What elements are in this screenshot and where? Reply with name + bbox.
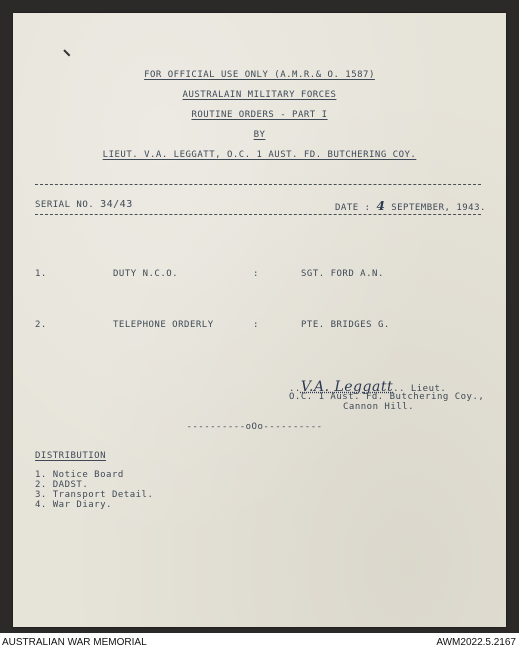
archive-footer — [0, 633, 519, 653]
force-title: AUSTRALAIN MILITARY FORCES — [182, 90, 337, 100]
order-name: PTE. BRIDGES G. — [301, 320, 390, 330]
signature-location: Cannon Hill. — [343, 402, 415, 412]
order-number: 2. — [35, 320, 47, 330]
divider-serial — [35, 214, 481, 215]
signature-unit: O.C. 1 Aust. Fd. Butchering Coy., — [289, 392, 485, 402]
serial-number — [35, 199, 133, 210]
footer-institution: AUSTRALIAN WAR MEMORIAL — [2, 637, 147, 648]
date-rest: SEPTEMBER, 1943. — [391, 203, 486, 213]
classification-line: FOR OFFICIAL USE ONLY (A.M.R.& O. 1587) — [144, 70, 375, 80]
distribution-item: 4. War Diary. — [35, 500, 112, 510]
issuer-line: LIEUT. V.A. LEGGATT, O.C. 1 AUST. FD. BUTCHERING COY. — [102, 150, 417, 160]
section-divider: ----------oOo---------- — [186, 422, 323, 432]
distribution-heading: DISTRIBUTION — [35, 451, 107, 461]
distribution-item: 2. DADST. — [35, 480, 89, 490]
order-duty: TELEPHONE ORDERLY — [113, 320, 214, 330]
serial-value: 34/43 — [100, 199, 133, 210]
order-duty: DUTY N.C.O. — [113, 269, 179, 279]
pen-mark — [64, 49, 71, 56]
date-label: DATE : — [335, 203, 371, 213]
by-line: BY — [253, 130, 266, 140]
signature-rank-line: ..V.A. Leggatt.. Lieut. — [289, 379, 447, 395]
date-day: 4 — [376, 199, 386, 213]
order-separator: : — [253, 269, 259, 279]
order-name: SGT. FORD A.N. — [301, 269, 384, 279]
document-page — [13, 13, 506, 627]
serial-label: SERIAL NO. — [35, 200, 95, 210]
order-number: 1. — [35, 269, 47, 279]
divider-top — [35, 184, 481, 185]
signature-rank: Lieut. — [410, 384, 447, 394]
order-separator: : — [253, 320, 259, 330]
orders-title: ROUTINE ORDERS - PART I — [191, 110, 328, 120]
distribution-item: 1. Notice Board — [35, 470, 124, 480]
handwritten-signature: V.A. Leggatt — [300, 379, 394, 395]
order-date — [335, 199, 486, 213]
distribution-item: 3. Transport Detail. — [35, 490, 154, 500]
footer-accession-number: AWM2022.5.2167 — [436, 637, 516, 648]
